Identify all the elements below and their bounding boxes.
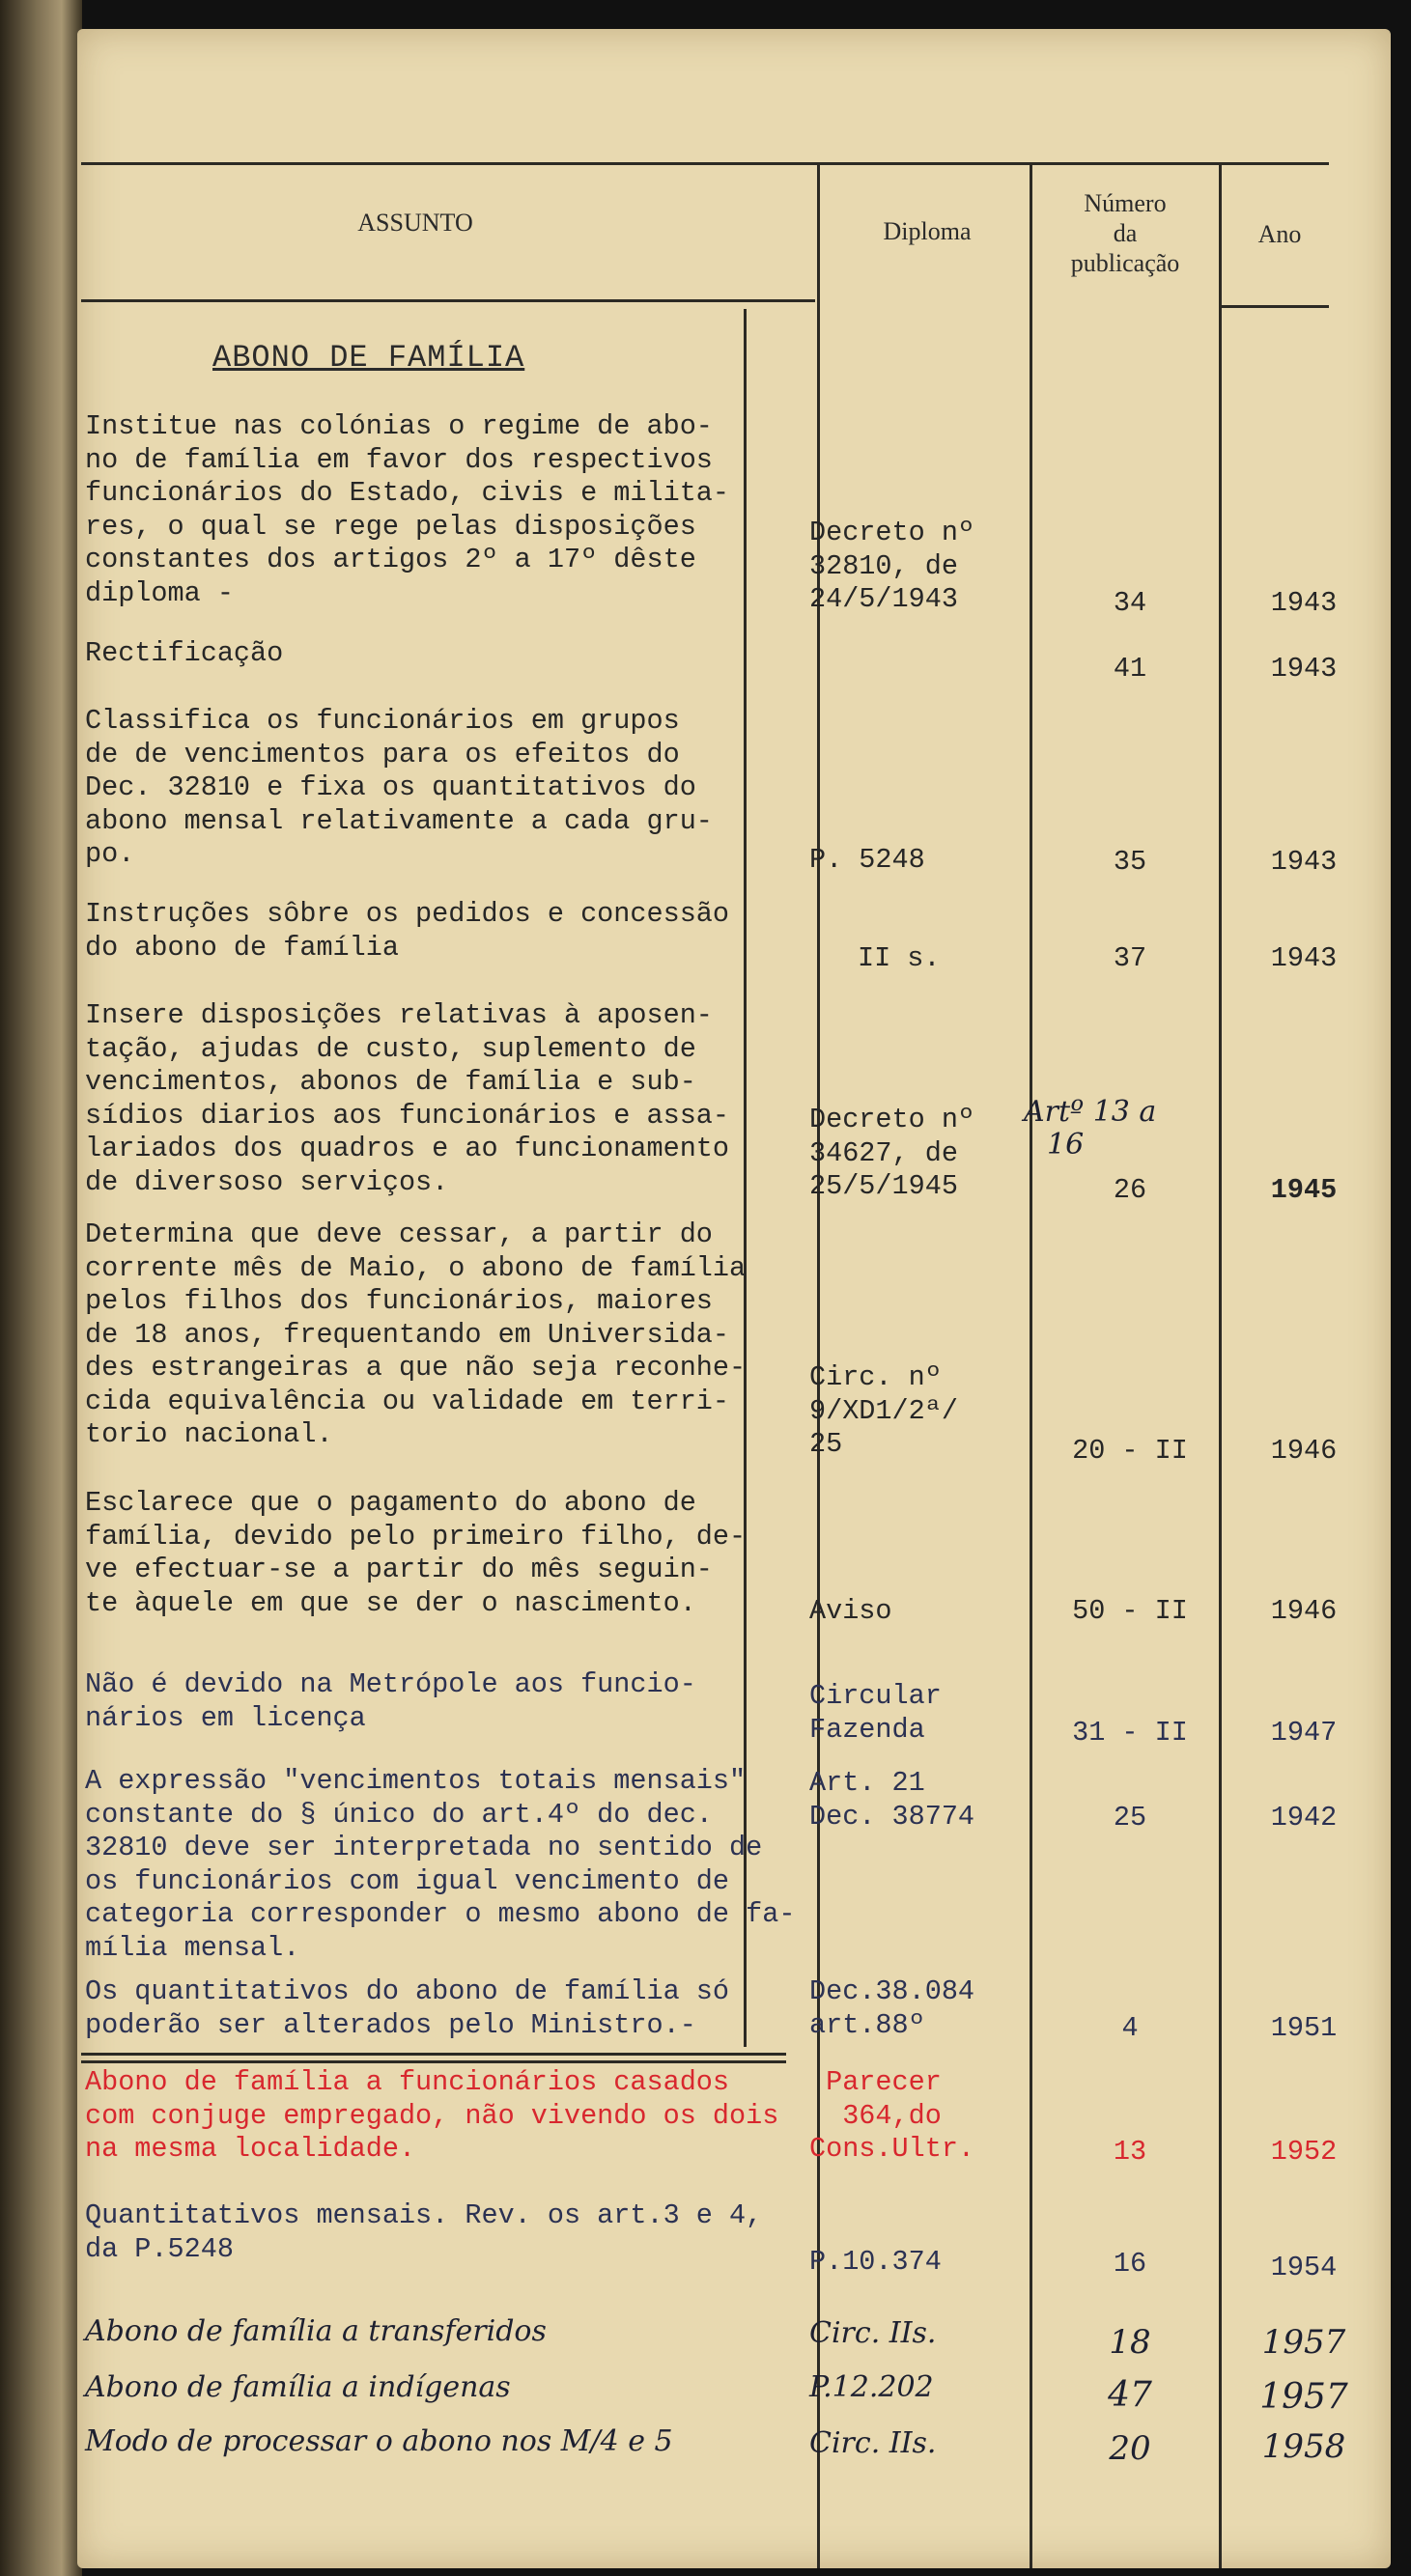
entry-diploma: Circular Fazenda bbox=[809, 1680, 942, 1746]
entry-ano: 1947 bbox=[1270, 1717, 1338, 1749]
entry-subject: Classifica os funcionários em grupos de de vencimentos para os efeitos do Dec. 32810 e fixa os quantitativos do abono mensal relativamente a cada gru- po. bbox=[85, 705, 713, 870]
entry-diploma: P.12.202 bbox=[809, 2370, 934, 2404]
entry-ano: 1942 bbox=[1270, 1802, 1338, 1834]
entry-diploma: P. 5248 bbox=[809, 844, 925, 876]
entry-diploma: P.10.374 bbox=[809, 2246, 942, 2278]
entry-subject: Os quantitativos do abono de família só poderão ser alterados pelo Ministro.- bbox=[85, 1975, 730, 2041]
entry-ano: 1946 bbox=[1270, 1435, 1338, 1467]
header-numero-line2: da bbox=[1113, 219, 1138, 247]
entry-numero: 26 bbox=[1113, 1174, 1147, 1206]
entry-numero: 31 - II bbox=[1072, 1717, 1188, 1749]
header-top-rule bbox=[81, 162, 1329, 165]
entry-ano: 1952 bbox=[1270, 2136, 1338, 2168]
entry-subject: Abono de família a funcionários casados com conjuge empregado, não vivendo os dois na mesma localidade. bbox=[85, 2066, 779, 2165]
header-numero-line3: publicação bbox=[1070, 249, 1180, 277]
entry-numero: 13 bbox=[1113, 2136, 1147, 2168]
header-bottom-rule-assunto bbox=[81, 299, 815, 302]
header-assunto: ASSUNTO bbox=[357, 209, 473, 237]
entry-diploma: Decreto nº 34627, de 25/5/1945 bbox=[809, 1104, 975, 1202]
handwritten-note-line2: 16 bbox=[1047, 1128, 1085, 1162]
section-title: ABONO DE FAMÍLIA bbox=[212, 340, 525, 376]
double-rule-top bbox=[81, 2053, 786, 2056]
header-numero-line1: Número bbox=[1084, 189, 1167, 217]
book-binding bbox=[0, 0, 82, 2576]
entry-diploma: Art. 21 Dec. 38774 bbox=[809, 1767, 975, 1833]
entry-ano: 1945 bbox=[1270, 1174, 1338, 1206]
entry-diploma: Parecer 364,do Cons.Ultr. bbox=[809, 2066, 975, 2165]
handwritten-article-note bbox=[1024, 1096, 1156, 1162]
entry-ano: 1954 bbox=[1270, 2252, 1338, 2283]
entry-numero: 34 bbox=[1113, 587, 1147, 619]
entry-diploma: Circ. nº 9/XD1/2ª/ 25 bbox=[809, 1361, 958, 1460]
entry-ano: 1957 bbox=[1261, 2323, 1346, 2362]
entry-numero: 18 bbox=[1109, 2323, 1151, 2362]
entry-ano: 1943 bbox=[1270, 587, 1338, 619]
header-numero bbox=[1033, 188, 1217, 278]
entry-subject: Modo de processar o abono nos M/4 e 5 bbox=[85, 2424, 673, 2458]
header-ano: Ano bbox=[1257, 220, 1302, 248]
entry-diploma: Aviso bbox=[809, 1595, 892, 1627]
entry-diploma: Decreto nº 32810, de 24/5/1943 bbox=[809, 517, 975, 615]
entry-ano: 1946 bbox=[1270, 1595, 1338, 1627]
entry-ano: 1943 bbox=[1270, 846, 1338, 878]
double-rule-bottom bbox=[81, 2060, 786, 2063]
entry-subject: Abono de família a transferidos bbox=[85, 2314, 547, 2348]
entry-subject: Determina que deve cessar, a partir do corrente mês de Maio, o abono de família pelos filhos dos funcionários, maiores de 18 anos, frequentando em Universida- des estrangeiras a que não seja reconhe- cida equivalência ou validade em terri- torio nacional. bbox=[85, 1218, 747, 1450]
entry-diploma: Circ. IIs. bbox=[809, 2316, 937, 2350]
entry-numero: 20 - II bbox=[1072, 1435, 1188, 1467]
entry-subject: Quantitativos mensais. Rev. os art.3 e 4, da P.5248 bbox=[85, 2199, 763, 2265]
entry-subject: A expressão "vencimentos totais mensais" constante do § único do art.4º do dec. 32810 deve ser interpretada no sentido de os funcionários com igual vencimento de categoria corresponder o mesmo abono de fa- mília mensal. bbox=[85, 1765, 796, 1964]
entry-subject: Insere disposições relativas à aposen- tação, ajudas de custo, suplemento de vencimentos, abonos de família e sub- sídios diarios aos funcionários e assa- lariados dos quadros e ao funcionamento de diversoso serviços. bbox=[85, 999, 730, 1198]
entry-ano: 1943 bbox=[1270, 653, 1338, 685]
entry-numero: 35 bbox=[1113, 846, 1147, 878]
entry-numero: 37 bbox=[1113, 942, 1147, 974]
entry-numero: 16 bbox=[1113, 2248, 1147, 2280]
entry-diploma: Dec.38.084 art.88º bbox=[809, 1975, 975, 2041]
entry-subject: Não é devido na Metrópole aos funcio- nários em licença bbox=[85, 1668, 696, 1734]
entry-ano: 1957 bbox=[1259, 2377, 1348, 2417]
entry-diploma: Circ. IIs. bbox=[809, 2426, 937, 2460]
entry-subject: Abono de família a indígenas bbox=[85, 2370, 511, 2404]
entry-subject: Rectificação bbox=[85, 637, 284, 669]
entry-numero: 20 bbox=[1109, 2429, 1151, 2468]
entry-subject: Instruções sôbre os pedidos e concessão do abono de família bbox=[85, 898, 730, 964]
entry-numero: 41 bbox=[1113, 653, 1147, 685]
column-rule-ano bbox=[1219, 164, 1222, 2568]
handwritten-note-line1: Artº 13 a bbox=[1024, 1095, 1157, 1129]
entry-ano: 1958 bbox=[1261, 2427, 1346, 2466]
entry-numero: 47 bbox=[1108, 2375, 1152, 2415]
entry-numero: 50 - II bbox=[1072, 1595, 1188, 1627]
entry-ano: 1943 bbox=[1270, 942, 1338, 974]
header-bottom-rule-right bbox=[1219, 305, 1329, 308]
entry-numero: 4 bbox=[1121, 2012, 1139, 2044]
entry-numero: 25 bbox=[1113, 1802, 1147, 1834]
entry-subject: Esclarece que o pagamento do abono de família, devido pelo primeiro filho, de- ve efectuar-se a partir do mês seguin- te àquele em que se der o nascimento. bbox=[85, 1487, 747, 1619]
header-diploma: Diploma bbox=[883, 217, 972, 245]
entry-subject: Institue nas colónias o regime de abo- no de família em favor dos respectivos funcionários do Estado, civis e milita- res, o qual se rege pelas disposições constantes dos artigos 2º a 17º dêste diploma - bbox=[85, 410, 730, 609]
entry-ano: 1951 bbox=[1270, 2012, 1338, 2044]
entry-diploma: II s. bbox=[858, 942, 941, 974]
